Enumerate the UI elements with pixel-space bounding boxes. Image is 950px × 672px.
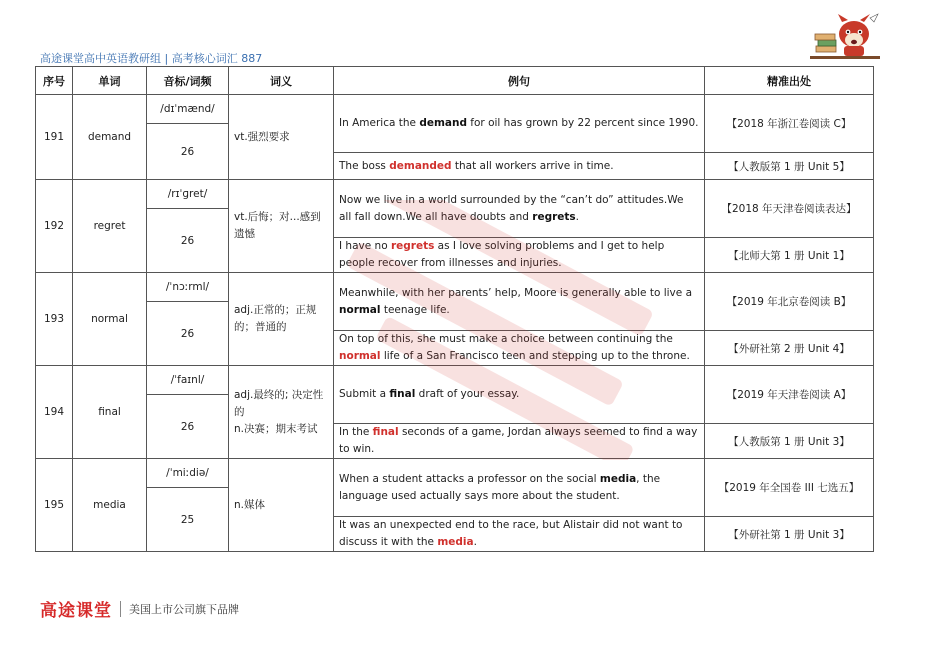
example-sentence: On top of this, she must make a choice between continuing the normal life of a San Francisco teen and stepping up to the throne.: [334, 331, 705, 366]
entry-phonetic: /ˈfaɪnl/: [147, 366, 229, 395]
column-header-meaning: 词义: [229, 67, 334, 95]
entry-frequency: 26: [147, 302, 229, 366]
example-sentence: I have no regrets as I love solving problems and I get to help people recover from illnesses and injuries.: [334, 238, 705, 273]
keyword-highlight-bold: demand: [419, 117, 467, 129]
column-header-source: 精准出处: [705, 67, 874, 95]
entry-number: 195: [36, 459, 73, 552]
keyword-highlight-red: demanded: [389, 159, 452, 172]
vocabulary-table: [35, 66, 874, 552]
entry-number: 191: [36, 95, 73, 180]
keyword-highlight-bold: final: [389, 388, 416, 400]
entry-frequency: 26: [147, 124, 229, 180]
keyword-highlight-red: media: [437, 536, 474, 548]
table-row: [36, 459, 874, 488]
entry-phonetic: /ˈmiːdiə/: [147, 459, 229, 488]
example-source: 【2019 年北京卷阅读 B】: [705, 273, 874, 331]
example-sentence: In America the demand for oil has grown by 22 percent since 1990.: [334, 95, 705, 153]
entry-number: 194: [36, 366, 73, 459]
brand-tagline: 美国上市公司旗下品牌: [129, 602, 239, 616]
example-source: 【2018 年天津卷阅读表达】: [705, 180, 874, 238]
column-header-word: 单词: [73, 67, 147, 95]
table-header-row: [36, 67, 874, 95]
page-header-title: 高途课堂高中英语教研组 | 高考核心词汇 887: [40, 52, 263, 65]
column-header-number: 序号: [36, 67, 73, 95]
example-sentence: Meanwhile, with her parents’ help, Moore is generally able to live a normal teenage life.: [334, 273, 705, 331]
example-source: 【外研社第 2 册 Unit 4】: [705, 331, 874, 366]
keyword-highlight-red: final: [372, 426, 399, 438]
table-row: [36, 366, 874, 395]
entry-word: media: [73, 459, 147, 552]
keyword-highlight-bold: regrets: [532, 210, 576, 223]
entry-meaning: n.媒体: [229, 459, 334, 552]
table-row: [36, 180, 874, 209]
example-source: 【人教版第 1 册 Unit 5】: [705, 153, 874, 180]
brand-logo: 高途课堂: [40, 601, 112, 621]
fox-mascot-icon: [808, 12, 882, 70]
column-header-phonetic-frequency: 音标/词频: [147, 67, 229, 95]
example-sentence: In the final seconds of a game, Jordan always seemed to find a way to win.: [334, 424, 705, 459]
entry-meaning: vt.后悔；对...感到 遗憾: [229, 180, 334, 273]
example-sentence: The boss demanded that all workers arrive in time.: [334, 153, 705, 180]
entry-word: demand: [73, 95, 147, 180]
example-sentence: It was an unexpected end to the race, but Alistair did not want to discuss it with the media.: [334, 517, 705, 552]
column-header-example: 例句: [334, 67, 705, 95]
entry-phonetic: /rɪˈɡret/: [147, 180, 229, 209]
entry-meaning: adj.最终的; 决定性 的 n.决赛；期末考试: [229, 366, 334, 459]
entry-word: final: [73, 366, 147, 459]
example-source: 【2018 年浙江卷阅读 C】: [705, 95, 874, 153]
entry-frequency: 25: [147, 488, 229, 552]
entry-frequency: 26: [147, 395, 229, 459]
entry-word: normal: [73, 273, 147, 366]
entry-frequency: 26: [147, 209, 229, 273]
example-source: 【外研社第 1 册 Unit 3】: [705, 517, 874, 552]
entry-meaning: vt.强烈要求: [229, 95, 334, 180]
entry-word: regret: [73, 180, 147, 273]
footer-divider: [120, 601, 121, 617]
entry-phonetic: /ˈnɔːrml/: [147, 273, 229, 302]
keyword-highlight-bold: media: [599, 472, 637, 485]
entry-number: 192: [36, 180, 73, 273]
example-source: 【2019 年全国卷 III 七选五】: [705, 459, 874, 517]
table-body: [36, 95, 874, 552]
table-row: [36, 273, 874, 302]
footer: [40, 596, 239, 621]
keyword-highlight-red: normal: [339, 350, 381, 362]
example-sentence: Submit a final draft of your essay.: [334, 366, 705, 424]
example-source: 【2019 年天津卷阅读 A】: [705, 366, 874, 424]
example-sentence: When a student attacks a professor on the social media, the language used actually says more about the student.: [334, 459, 705, 517]
keyword-highlight-red: regrets: [390, 240, 435, 252]
entry-meaning: adj.正常的；正规 的；普通的: [229, 273, 334, 366]
example-source: 【人教版第 1 册 Unit 3】: [705, 424, 874, 459]
entry-phonetic: /dɪˈmænd/: [147, 95, 229, 124]
example-source: 【北师大第 1 册 Unit 1】: [705, 238, 874, 273]
example-sentence: Now we live in a world surrounded by the “can’t do” attitudes.We all fall down.We all have doubts and regrets.: [334, 180, 705, 238]
keyword-highlight-bold: normal: [339, 303, 381, 316]
entry-number: 193: [36, 273, 73, 366]
table-row: [36, 95, 874, 124]
